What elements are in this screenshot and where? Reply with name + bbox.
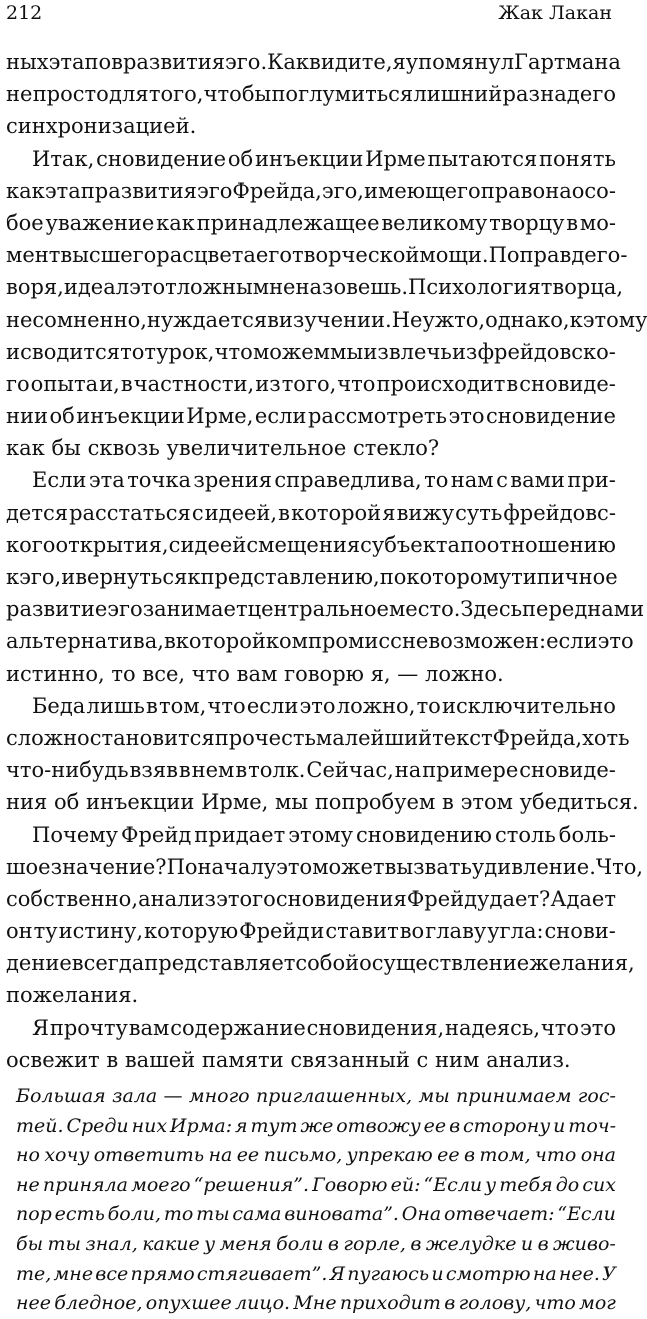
- text-line: как бы сквозь увеличительное стекло?: [6, 436, 440, 461]
- text-line: он ту истину, которую Фрейд и ставит во главу угла: снови-: [6, 919, 616, 944]
- text-line: не просто для того, чтобы поглумиться лишний раз над его: [6, 82, 616, 107]
- text-line: Почему Фрейд придает этому сновидению столь боль-: [32, 822, 616, 847]
- text-line: мент высшего расцвета его творческой мощи. По правде го-: [6, 243, 628, 268]
- text-line: Беда лишь в том, что если это ложно, то исключительно: [32, 693, 616, 718]
- text-line: бое уважение как принадлежащее великому творцу в мо-: [6, 210, 616, 235]
- text-line: го опыта и, в частности, из того, что происходит в сновиде-: [6, 371, 616, 396]
- text-line: альтернатива, в которой компромисс невозможен: если это: [6, 629, 634, 654]
- text-line: нее бледное, опухшее лицо. Мне приходит в голову, что мог: [16, 1292, 616, 1315]
- text-line: пожелания.: [6, 983, 139, 1008]
- paragraph: [6, 46, 621, 143]
- text-line: тей. Среди них Ирма: я тут же отвожу ее в сторону и точ-: [16, 1114, 616, 1137]
- text-line: собственно, анализ этого сновидения Фрейду дает? А дает: [6, 886, 616, 911]
- text-line: нии об инъекции Ирме, если рассмотреть это сновидение: [6, 404, 616, 429]
- text-line: пор есть боли, то ты сама виновата”. Она отвечает: “Если: [16, 1203, 616, 1226]
- page-header: [6, 2, 612, 30]
- text-line: к эго, и вернуться к представлению, по которому типичное: [6, 565, 618, 589]
- text-line: ных этапов развития эго. Как видите, я упомянул Гартмана: [6, 50, 621, 74]
- text-line: те, мне все прямо стягивает”. Я пугаюсь и смотрю на нее. У: [16, 1262, 616, 1285]
- paragraph: [6, 1012, 616, 1076]
- text-line: дется расстаться с идеей, в которой я вижу суть фрейдовс-: [6, 500, 616, 525]
- text-line: синхронизацией.: [6, 114, 197, 139]
- text-line: Итак, сновидение об инъекции Ирме пытаются понять: [32, 146, 616, 171]
- text-line: истинно, то все, что вам говорю я, — ложно.: [6, 661, 504, 686]
- text-line: сложно становится прочесть малейший текст Фрейда, хоть: [6, 725, 630, 750]
- text-line: ния об инъекции Ирме, мы попробуем в этом убедиться.: [6, 790, 639, 815]
- text-line: но хочу ответить на ее письмо, упрекаю ее в том, что она: [16, 1144, 616, 1167]
- text-line: Большая зала — много приглашенных, мы принимаем гос-: [16, 1085, 616, 1107]
- running-title: Жак Лакан: [498, 2, 612, 24]
- body-text: [6, 46, 647, 1319]
- text-line: дение всегда представляет собой осуществление желания,: [6, 951, 635, 976]
- text-line: Если эта точка зрения справедлива, то нам с вами при-: [32, 468, 616, 493]
- text-line: несомненно, нуждается в изучении. Неужто, однако, к этому: [6, 307, 647, 332]
- text-line: воря, идеал этот ложным не назовешь. Психология творца,: [6, 275, 624, 300]
- text-line: Я прочту вам содержание сновидения, надеясь, что это: [32, 1015, 616, 1040]
- paragraph: [6, 690, 639, 819]
- text-line: кого открытия, с идеей смещения субъекта по отношению: [6, 532, 616, 557]
- text-line: бы ты знал, какие у меня боли в горле, в желудке и в живо-: [16, 1232, 616, 1255]
- text-line: что-нибудь взяв в нем в толк. Сейчас, на примере сновиде-: [6, 758, 616, 783]
- text-line: как этап развития эго Фрейда, эго, имеющего право на осо-: [6, 178, 616, 203]
- text-line: освежит в вашей памяти связанный с ним анализ.: [6, 1047, 571, 1072]
- text-line: развитие эго занимает центральное место. Здесь перед нами: [6, 597, 645, 622]
- dream-quote: [6, 1082, 616, 1319]
- page-number: 212: [6, 2, 43, 24]
- text-line: шое значение? Поначалу это может вызвать удивление. Что,: [6, 854, 644, 879]
- text-line: не приняла моего “решения”. Говорю ей: “Если у тебя до сих: [16, 1173, 616, 1196]
- text-line: и сводится тот урок, что можем мы извлечь из фрейдовско-: [6, 339, 616, 364]
- paragraph: [6, 464, 645, 689]
- paragraph: [6, 819, 644, 1012]
- paragraph: [6, 143, 647, 465]
